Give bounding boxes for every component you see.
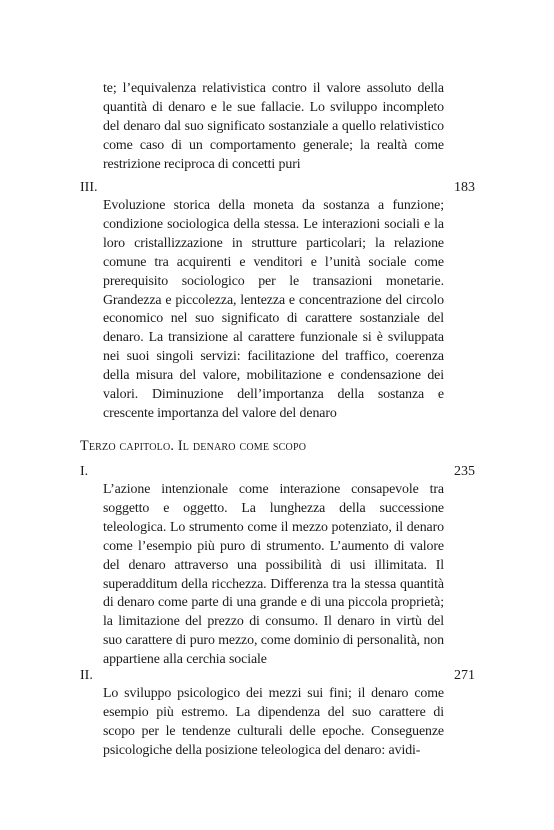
page-number-235: 235	[454, 464, 475, 479]
section-summary-ii: Lo sviluppo psicologico dei mezzi sui fini; il denaro come esempio più estremo. La dipendenza del suo carattere di scopo per le tendenze culturali delle epoche. Conseguenze psicologiche della posizione teleologica del denaro: avidi-	[103, 686, 444, 758]
section-numeral-i: I.	[80, 464, 89, 479]
page-number-271: 271	[454, 668, 475, 683]
page-number-183: 183	[454, 180, 475, 195]
section-summary-iii: Evoluzione storica della moneta da sostanza a funzione; condizione sociologica della stessa. Le interazioni sociali e la loro cristallizzazione in strutture particolari; la relazione comune tra acquirenti e venditori e l’unità sociale come prerequisito sociologico per le transazioni monetarie. Grandezza e piccolezza, lentezza e concentrazione del circolo economico nel suo significato di carattere sostanziale del denaro. La transizione al carattere funzionale si è sviluppata nei suoi singoli servizi: facilitazione del traffico, coerenza della misura del valore, mobilitazione e condensazione dei valori. Diminuzione dell’importanza della sostanza e crescente importanza del valore del denaro	[103, 198, 444, 421]
section-numeral-ii: II.	[80, 668, 93, 683]
section-numeral-iii: III.	[80, 180, 98, 195]
summary-text-top: te; l’equivalenza relativistica contro il valore assoluto della quantità di denaro e le sue fallacie. Lo sviluppo incompleto del denaro dal suo significato sostanziale a quello relativistico come caso di un comportamento generale; la realtà come restrizione reciproca di concetti puri	[103, 81, 444, 172]
chapter-heading: Terzo capitolo. Il denaro come scopo	[80, 438, 307, 454]
section-summary-i: L’azione intenzionale come interazione consapevole tra soggetto e oggetto. La lunghezza della successione teleologica. Lo strumento come il mezzo potenziato, il denaro come l’esempio più puro di strumento. L’aumento di valore del denaro attraverso una possibilità di usi illimitata. Il superadditum della ricchezza. Differenza tra la stessa quantità di denaro come parte di una grande e di una piccola proprietà; la limitazione del prezzo di consumo. Il denaro in virtù del suo carattere di puro mezzo, come dominio di personalità, non appartiene alla cerchia sociale	[103, 482, 444, 668]
